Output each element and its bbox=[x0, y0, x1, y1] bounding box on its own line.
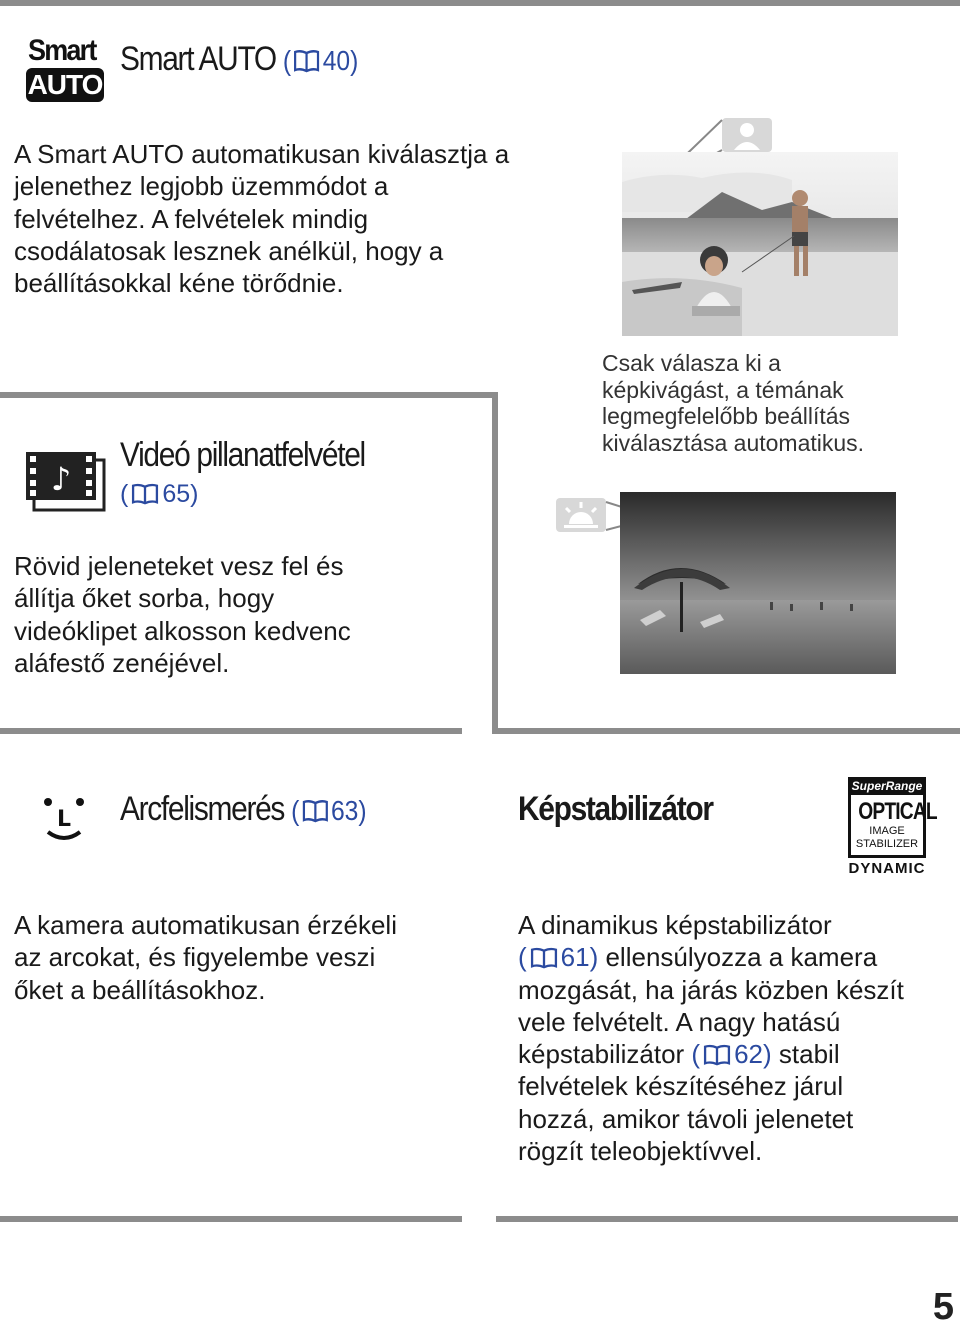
beach-kids-photo bbox=[622, 152, 898, 336]
smart-auto-logo-bottom: AUTO bbox=[27, 69, 103, 100]
paragraph-line bbox=[518, 1038, 904, 1070]
paragraph-line: felvételek készítéséhez járul bbox=[518, 1071, 844, 1102]
face-detection-title-text: Arcfelismerés bbox=[120, 790, 285, 828]
face-detection-page-ref[interactable] bbox=[291, 795, 367, 826]
book-icon bbox=[530, 947, 558, 969]
sunset-scene-icon bbox=[556, 498, 606, 532]
stabilizer-title: Képstabilizátor bbox=[518, 790, 713, 828]
paragraph-line: A kamera automatikusan érzékeli bbox=[14, 910, 397, 940]
paragraph-line: rögzít teleobjektívvel. bbox=[518, 1136, 763, 1167]
ref-page: 62) bbox=[734, 1039, 772, 1070]
book-icon bbox=[131, 483, 159, 505]
stabilizer-page-ref-62[interactable] bbox=[691, 1039, 771, 1069]
ref-page: 40) bbox=[322, 45, 359, 76]
beach-umbrella-photo bbox=[620, 492, 896, 674]
paragraph-line: hozzá, amikor távoli jelenetet bbox=[518, 1103, 854, 1134]
face-detection-title bbox=[120, 790, 367, 829]
bottom-rule-right bbox=[496, 1216, 958, 1222]
ref-page: 61) bbox=[560, 942, 599, 973]
smart-auto-title-text: Smart AUTO bbox=[120, 40, 276, 78]
caption-line: kiválasztása automatikus. bbox=[602, 429, 865, 456]
smart-auto-page-ref[interactable] bbox=[283, 45, 359, 76]
paragraph-line: A Smart AUTO automatikusan kiválasztja a bbox=[14, 139, 510, 169]
paragraph-line: A dinamikus képstabilizátor bbox=[518, 910, 832, 940]
ref-open: ( bbox=[291, 795, 300, 826]
badge-body bbox=[848, 795, 937, 858]
paragraph-text: ellensúlyozza a kamera bbox=[598, 942, 878, 973]
paragraph-text: képstabilizátor bbox=[518, 1039, 692, 1070]
optical-stabilizer-badge bbox=[848, 777, 937, 877]
ref-open: ( bbox=[691, 1039, 701, 1070]
middle-rule-left bbox=[0, 728, 462, 734]
badge-line1: OPTICAL bbox=[858, 798, 937, 825]
book-icon bbox=[302, 799, 328, 823]
badge-top: SuperRange bbox=[848, 777, 926, 795]
video-box-side-rule bbox=[492, 392, 498, 734]
video-snapshot-page-ref[interactable] bbox=[120, 480, 198, 509]
smart-auto-caption bbox=[602, 350, 864, 456]
video-snapshot-title: Videó pillanatfelvétel bbox=[120, 436, 365, 474]
ref-page: 63) bbox=[330, 795, 367, 826]
face-detection-icon bbox=[38, 792, 90, 844]
paragraph-line: az arcokat, és figyelembe veszi bbox=[14, 942, 376, 973]
paragraph-line: Rövid jeleneteket vesz fel és bbox=[14, 551, 344, 581]
ref-open: ( bbox=[120, 480, 129, 508]
face-detection-paragraph bbox=[14, 909, 397, 1006]
paragraph-line: állítja őket sorba, hogy bbox=[14, 583, 275, 614]
caption-line: képkivágást, a témának bbox=[602, 376, 844, 403]
paragraph-text: stabil bbox=[771, 1039, 840, 1070]
ref-open: ( bbox=[282, 45, 292, 76]
smart-auto-icon bbox=[26, 34, 106, 104]
paragraph-line bbox=[518, 941, 904, 973]
video-snapshot-paragraph bbox=[14, 550, 351, 679]
svg-text:♪: ♪ bbox=[50, 460, 72, 498]
paragraph-line: csodálatosak lesznek anélkül, hogy a bbox=[14, 235, 444, 266]
caption-line: legmegfelelőbb beállítás bbox=[602, 403, 851, 429]
badge-bottom: DYNAMIC bbox=[848, 860, 926, 877]
smart-auto-logo-top: Smart bbox=[28, 34, 96, 67]
smart-auto-title bbox=[120, 40, 358, 79]
top-rule bbox=[0, 0, 960, 6]
paragraph-line: aláfestő zenéjével. bbox=[14, 647, 230, 678]
paragraph-line: őket a beállításokhoz. bbox=[14, 974, 266, 1005]
stabilizer-paragraph bbox=[518, 909, 904, 1167]
ref-open: ( bbox=[518, 942, 527, 973]
video-box-top-rule bbox=[0, 392, 498, 398]
paragraph-line: vele felvételt. A nagy hatású bbox=[518, 1006, 841, 1037]
smart-auto-paragraph bbox=[14, 138, 509, 299]
ref-page: 65) bbox=[162, 480, 199, 508]
paragraph-line: felvételhez. A felvételek mindig bbox=[14, 203, 369, 234]
video-snapshot-icon bbox=[24, 450, 106, 512]
book-icon bbox=[294, 49, 320, 73]
paragraph-line: videóklipet alkosson kedvenc bbox=[14, 615, 351, 646]
page-number: 5 bbox=[932, 1286, 954, 1328]
paragraph-line: beállításokkal kéne törődnie. bbox=[14, 268, 344, 299]
badge-line2: IMAGE bbox=[869, 825, 905, 837]
bottom-rule-left bbox=[0, 1216, 462, 1222]
badge-line3: STABILIZER bbox=[855, 838, 919, 850]
svg-text:L: L bbox=[56, 807, 72, 832]
stabilizer-page-ref-61[interactable] bbox=[518, 942, 598, 972]
middle-rule-right bbox=[492, 728, 960, 734]
book-icon bbox=[703, 1044, 731, 1066]
caption-line: Csak válasza ki a bbox=[602, 350, 781, 376]
paragraph-line: mozgását, ha járás közben készít bbox=[518, 974, 904, 1005]
paragraph-line: jelenethez legjobb üzemmódot a bbox=[14, 171, 389, 202]
